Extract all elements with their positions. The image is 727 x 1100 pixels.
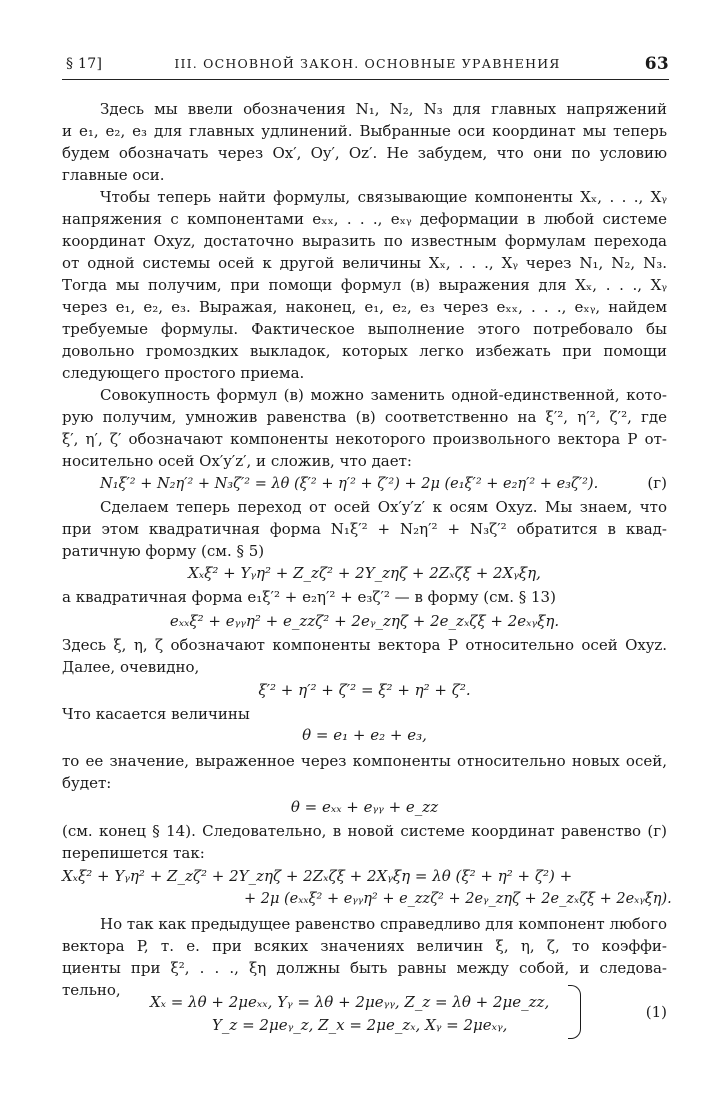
text-line: носительно осей Ox′y′z′, и сложив, что дает: [62, 452, 412, 470]
equation-invariant: ξ′² + η′² + ζ′² = ξ² + η² + ζ². [258, 681, 471, 699]
text-line: координат Oxyz, достаточно выразить по известным формулам перехода [62, 232, 667, 250]
text-line: через e₁, e₂, e₃. Выражая, наконец, e₁, e₂, e₃ через eₓₓ, . . ., eₓᵧ, найдем [62, 298, 667, 316]
text-line: (см. конец § 14). Следовательно, в новой системе координат равенство (г) [62, 822, 667, 840]
hooke-law-normal: Xₓ = λθ + 2μeₓₓ, Yᵧ = λθ + 2μeᵧᵧ, Z_z = λθ + 2μe_zz, [150, 993, 550, 1011]
quadratic-form-stress: Xₓξ² + Yᵧη² + Z_zζ² + 2Y_zηζ + 2Zₓζξ + 2Xᵧξη, [188, 564, 541, 582]
text-line: Чтобы теперь найти формулы, связывающие компоненты Xₓ, . . ., Xᵧ [100, 188, 667, 206]
text-line: и e₁, e₂, e₃ для главных удлинений. Выбранные оси координат мы теперь [62, 122, 667, 140]
text-line: будем обозначать через Ox′, Oy′, Oz′. Не забудем, что они по условию [62, 144, 667, 162]
equation-theta-general: θ = eₓₓ + eᵧᵧ + e_zz [290, 798, 439, 816]
text-line: Далее, очевидно, [62, 658, 200, 676]
text-line: Здесь ξ, η, ζ обозначают компоненты вектора P относительно осей Oxyz. [62, 636, 667, 654]
chapter-title: III. ОСНОВНОЙ ЗАКОН. ОСНОВНЫЕ УРАВНЕНИЯ [174, 56, 561, 71]
equation-rewritten-line-2: + 2μ (eₓₓξ² + eᵧᵧη² + e_zzζ² + 2eᵧ_zηζ + 2e_zₓζξ + 2eₓᵧξη). [244, 891, 672, 907]
text-line: требуемые формулы. Фактическое выполнение этого потребовало бы [62, 320, 667, 338]
equation-label-g: (г) [647, 474, 667, 492]
header-divider [62, 79, 669, 80]
text-line: напряжения с компонентами eₓₓ, . . ., eₓᵧ деформации в любой системе [62, 210, 667, 228]
text-line: довольно громоздких выкладок, которых легко избежать при помощи [62, 342, 667, 360]
text-line: Что касается величины [62, 705, 250, 723]
text-line: следующего простого приема. [62, 364, 305, 382]
equation-g: N₁ξ′² + N₂η′² + N₃ζ′² = λθ (ξ′² + η′² + ζ′²) + 2μ (e₁ξ′² + e₂η′² + e₃ζ′²). [100, 476, 599, 492]
text-line: будет: [62, 774, 112, 792]
text-line: Тогда мы получим, при помощи формул (в) выражения для Xₓ, . . ., Xᵧ [62, 276, 667, 294]
text-line: а квадратичная форма e₁ξ′² + e₂η′² + e₃ζ′² — в форму (см. § 13) [62, 588, 556, 606]
text-line: то ее значение, выраженное через компоненты относительно новых осей, [62, 752, 667, 770]
text-line: вектора P, т. е. при всяких значениях величин ξ, η, ζ, то коэффи- [62, 937, 667, 955]
text-line: рую получим, умножив равенства (в) соответственно на ξ′², η′², ζ′², где [62, 408, 667, 426]
text-line: при этом квадратичная форма N₁ξ′² + N₂η′² + N₃ζ′² обратится в квад- [62, 520, 667, 538]
running-header [66, 54, 669, 78]
text-line: главные оси. [62, 166, 165, 184]
text-line: Здесь мы ввели обозначения N₁, N₂, N₃ для главных напряжений [100, 100, 667, 118]
equation-rewritten-line-1: Xₓξ² + Yᵧη² + Z_zζ² + 2Y_zηζ + 2Zₓζξ + 2Xᵧξη = λθ (ξ² + η² + ζ²) + [62, 867, 573, 885]
equation-label-1: (1) [645, 1003, 667, 1021]
right-brace [568, 985, 581, 1039]
hooke-law-shear: Y_z = 2μeᵧ_z, Z_x = 2μe_zₓ, Xᵧ = 2μeₓᵧ, [212, 1016, 508, 1034]
text-line: перепишется так: [62, 844, 205, 862]
text-line: ξ′, η′, ζ′ обозначают компоненты некоторого произвольного вектора P от- [62, 430, 667, 448]
text-line: ратичную форму (см. § 5) [62, 542, 265, 560]
text-line: циенты при ξ², . . ., ξη должны быть равны между собой, и следова- [62, 959, 667, 977]
quadratic-form-strain: eₓₓξ² + eᵧᵧη² + e_zzζ² + 2eᵧ_zηζ + 2e_zₓζξ + 2eₓᵧξη. [169, 612, 560, 630]
text-line: тельно, [62, 981, 121, 999]
section-reference: § 17] [66, 56, 103, 72]
text-line: от одной системы осей к другой величины Xₓ, . . ., Xᵧ через N₁, N₂, N₃. [62, 254, 667, 272]
text-line: Сделаем теперь переход от осей Ox′y′z′ к осям Oxyz. Мы знаем, что [100, 498, 667, 516]
equation-theta-principal: θ = e₁ + e₂ + e₃, [302, 726, 427, 744]
text-line: Совокупность формул (в) можно заменить одной-единственной, кото- [100, 386, 667, 404]
page-number: 63 [644, 54, 669, 74]
text-line: Но так как предыдущее равенство справедливо для компонент любого [100, 915, 667, 933]
